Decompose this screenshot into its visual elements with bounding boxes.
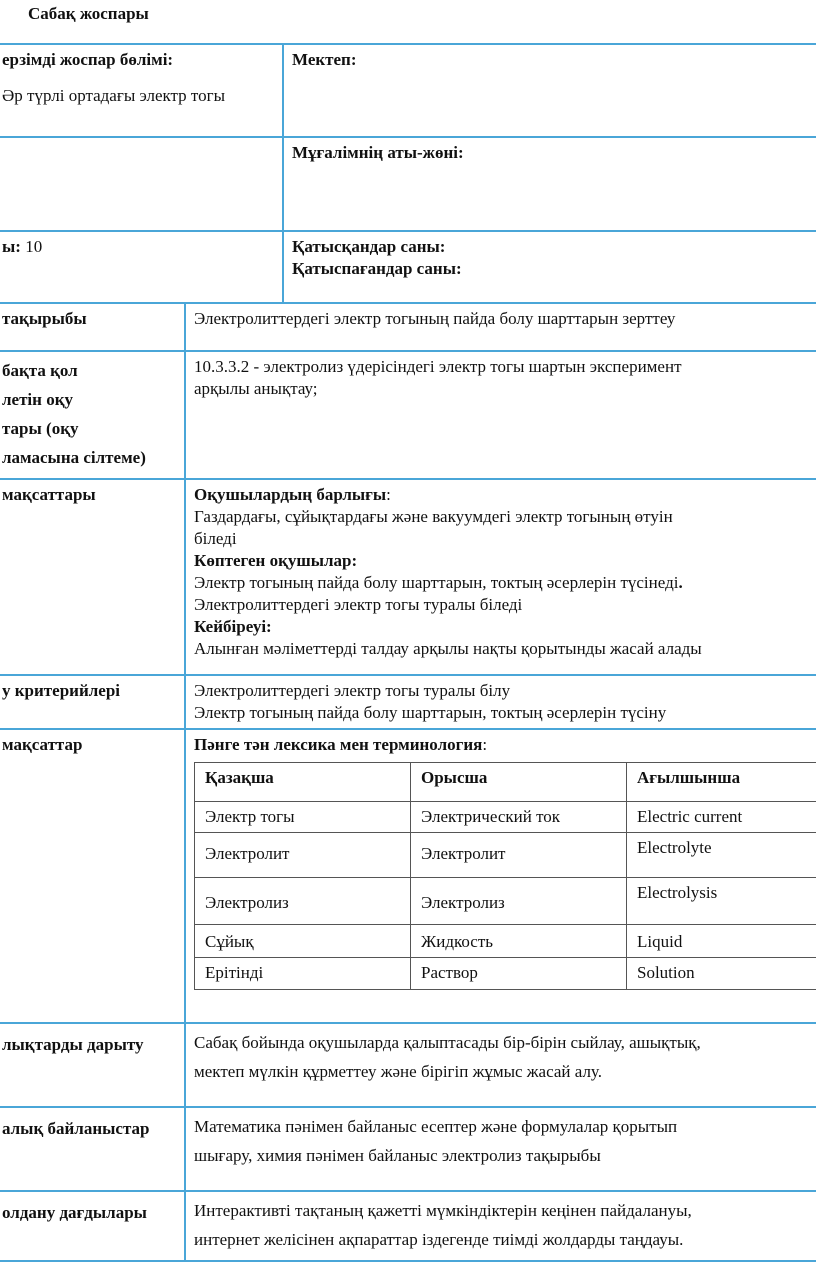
- document-title: Сабақ жоспары: [28, 4, 149, 24]
- goals-all-text: Газдардағы, сұйықтардағы және вакуумдегі электр тогының өтуін: [194, 506, 812, 528]
- vocab-cell: Раствор: [411, 958, 627, 990]
- attendance-cell: [283, 231, 816, 303]
- plan-section-cell: [0, 44, 283, 137]
- goals-many-text: Электр тогының пайда болу шарттарын, токтың әсерлерін түсінеді: [194, 573, 678, 592]
- vocab-cell: Ерітінді: [195, 958, 411, 990]
- vocab-cell: Electrolysis: [627, 878, 816, 925]
- ict-value-cell: [185, 1191, 816, 1261]
- objectives-label-line: бақта қол: [2, 356, 176, 385]
- ict-line: интернет желісінен ақпараттар іздегенде тиімді жолдарды таңдауы.: [194, 1225, 812, 1254]
- criteria-label: у критерийлері: [2, 681, 120, 700]
- goals-label-cell: [0, 479, 185, 675]
- lesson-plan-table: [0, 43, 816, 1262]
- grade-label: ы:: [2, 237, 21, 256]
- crosscurricular-row: [0, 1107, 816, 1191]
- vocab-cell: Electrolyte: [627, 833, 816, 878]
- objectives-value-cell: [185, 351, 816, 479]
- vocab-cell: Электролиз: [195, 878, 411, 925]
- topic-row: [0, 303, 816, 351]
- plan-section-row: [0, 44, 816, 137]
- goals-label: мақсаттары: [2, 485, 96, 504]
- vocab-cell: Электрический ток: [411, 802, 627, 833]
- goals-value-cell: [185, 479, 816, 675]
- ict-row: [0, 1191, 816, 1261]
- objectives-label-line: тары (оқу: [2, 414, 176, 443]
- goals-all-heading: Оқушылардың барлығы: [194, 485, 386, 504]
- ict-line: Интерактивті тақтаның қажетті мүмкіндіктерін кеңінен пайдалануы,: [194, 1196, 812, 1225]
- vocab-cell: Electric current: [627, 802, 816, 833]
- vocabulary-table: [194, 762, 816, 990]
- goals-many-dot: .: [678, 573, 682, 592]
- objectives-label-line: ламасына сілтеме): [2, 443, 176, 472]
- values-line: мектеп мүлкін құрметтеу және бірігіп жұмыс жасай алу.: [194, 1057, 812, 1086]
- goals-all-text: біледі: [194, 528, 812, 550]
- objectives-label-line: летін оқу: [2, 385, 176, 414]
- values-label-cell: [0, 1023, 185, 1107]
- language-label: мақсаттар: [2, 735, 82, 754]
- vocab-row: [195, 925, 816, 958]
- criteria-label-cell: [0, 675, 185, 729]
- topic-label: тақырыбы: [2, 309, 87, 328]
- language-label-cell: [0, 729, 185, 1023]
- plan-section-label: ерзімді жоспар бөлімі:: [2, 49, 274, 71]
- vocab-cell: Сұйық: [195, 925, 411, 958]
- vocab-cell: Liquid: [627, 925, 816, 958]
- vocab-row: [195, 958, 816, 990]
- values-line: Сабақ бойында оқушыларда қалыптасады бір-бірін сыйлау, ашықтық,: [194, 1028, 812, 1057]
- grade-cell: [0, 231, 283, 303]
- goals-all-colon: :: [386, 485, 391, 504]
- crosscurricular-line: шығару, химия пәнімен байланыс электролиз тақырыбы: [194, 1141, 812, 1170]
- vocab-row: [195, 833, 816, 878]
- topic-label-cell: [0, 303, 185, 351]
- vocab-cell: Электролит: [195, 833, 411, 878]
- criteria-row: [0, 675, 816, 729]
- goals-many-heading: Көптеген оқушылар:: [194, 550, 812, 572]
- values-row: [0, 1023, 816, 1107]
- topic-value: Электролиттердегі электр тогының пайда болу шарттарын зерттеу: [185, 303, 816, 351]
- crosscurricular-label-cell: [0, 1107, 185, 1191]
- language-heading-colon: :: [482, 735, 487, 754]
- vocab-cell: Электролиз: [411, 878, 627, 925]
- language-row: [0, 729, 816, 1023]
- criteria-value-cell: [185, 675, 816, 729]
- grade-value: 10: [25, 237, 42, 256]
- goals-row: [0, 479, 816, 675]
- vocab-row: [195, 878, 816, 925]
- vocab-cell: Жидкость: [411, 925, 627, 958]
- objectives-value-line: арқылы анықтау;: [194, 378, 812, 400]
- objectives-label-cell: [0, 351, 185, 479]
- values-label: лықтарды дарыту: [2, 1035, 143, 1054]
- school-cell: [283, 44, 816, 137]
- vocab-cell: Электролит: [411, 833, 627, 878]
- goals-many-text: Электролиттердегі электр тогы туралы біледі: [194, 594, 812, 616]
- vocab-cell: Электр тогы: [195, 802, 411, 833]
- language-heading: Пәнге тән лексика мен терминология: [194, 735, 482, 754]
- vocab-row: [195, 802, 816, 833]
- crosscurricular-value-cell: [185, 1107, 816, 1191]
- school-label: Мектеп:: [292, 49, 812, 71]
- present-label: Қатысқандар саны:: [292, 236, 812, 258]
- criteria-line: Электр тогының пайда болу шарттарын, токтың әсерлерін түсіну: [194, 702, 812, 724]
- crosscurricular-label: алық байланыстар: [2, 1119, 149, 1138]
- goals-some-text: Алынған мәліметтерді талдау арқылы нақты қорытынды жасай алады: [194, 638, 812, 660]
- plan-section-value: Әр түрлі ортадағы электр тогы: [2, 85, 274, 107]
- vocab-header-kazakh: Қазақша: [195, 763, 411, 802]
- teacher-row: [0, 137, 816, 231]
- goals-some-heading: Кейбіреуі:: [194, 616, 812, 638]
- objectives-value-line: 10.3.3.2 - электролиз үдерісіндегі электр тогы шартын эксперимент: [194, 356, 812, 378]
- vocab-header-russian: Орысша: [411, 763, 627, 802]
- ict-label: олдану дағдылары: [2, 1203, 147, 1222]
- empty-cell: [0, 137, 283, 231]
- teacher-label: Мұғалімнің аты-жөні:: [292, 142, 812, 164]
- vocab-cell: Solution: [627, 958, 816, 990]
- values-value-cell: [185, 1023, 816, 1107]
- grade-row: [0, 231, 816, 303]
- teacher-cell: [283, 137, 816, 231]
- criteria-line: Электролиттердегі электр тогы туралы білу: [194, 680, 812, 702]
- vocab-header-row: [195, 763, 816, 802]
- objectives-row: [0, 351, 816, 479]
- crosscurricular-line: Математика пәнімен байланыс есептер және формулалар қорытып: [194, 1112, 812, 1141]
- ict-label-cell: [0, 1191, 185, 1261]
- absent-label: Қатыспағандар саны:: [292, 258, 812, 280]
- language-value-cell: [185, 729, 816, 1023]
- vocab-header-english: Ағылшынша: [627, 763, 816, 802]
